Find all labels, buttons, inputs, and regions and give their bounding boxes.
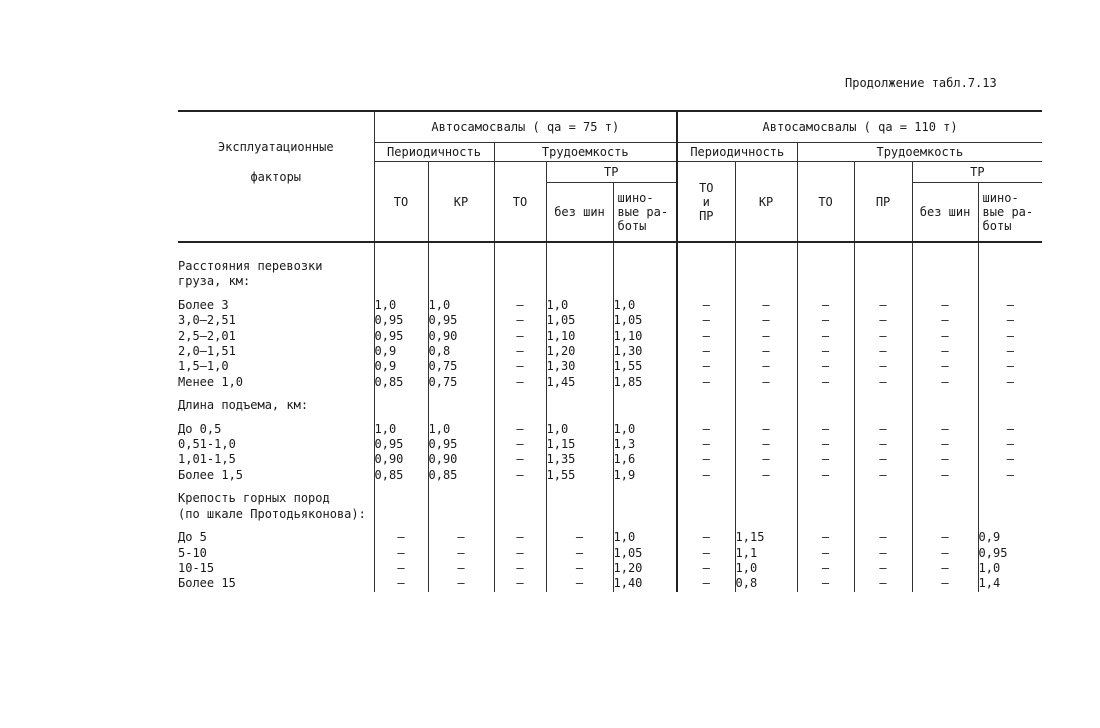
table-cell: – bbox=[494, 546, 546, 561]
table-cell: – bbox=[912, 576, 978, 591]
table-cell: – bbox=[428, 530, 494, 545]
table-cell: – bbox=[677, 313, 735, 328]
tire-work-line3: боты bbox=[982, 219, 1012, 233]
table-cell: – bbox=[912, 359, 978, 374]
table-cell: 0,9 bbox=[978, 530, 1042, 545]
table-cell: – bbox=[854, 375, 912, 390]
table-cell: 0,90 bbox=[428, 329, 494, 344]
table-cell: – bbox=[735, 298, 797, 313]
table-cell: – bbox=[677, 576, 735, 591]
table-cell: – bbox=[677, 298, 735, 313]
table-cell: – bbox=[494, 468, 546, 483]
table-cell: – bbox=[494, 561, 546, 576]
table-cell: – bbox=[677, 344, 735, 359]
table-cell: – bbox=[854, 344, 912, 359]
table-cell: 1,0 bbox=[546, 298, 613, 313]
table-row bbox=[178, 329, 1042, 344]
table-cell: – bbox=[797, 422, 854, 437]
table-cell: – bbox=[546, 561, 613, 576]
table-row bbox=[178, 437, 1042, 452]
table-cell: – bbox=[912, 422, 978, 437]
to-75-header: ТО bbox=[374, 162, 428, 243]
row-label: 3,0–2,51 bbox=[178, 313, 236, 328]
table-cell: – bbox=[494, 530, 546, 545]
tire-work-line3: боты bbox=[617, 219, 647, 233]
table-cell: – bbox=[428, 561, 494, 576]
table-cell: – bbox=[978, 422, 1042, 437]
table-row bbox=[178, 422, 1042, 437]
row-label: Менее 1,0 bbox=[178, 374, 244, 389]
table-row bbox=[178, 468, 1042, 483]
table-cell: – bbox=[797, 530, 854, 545]
table-cell: 1,55 bbox=[613, 359, 677, 374]
table-cell: – bbox=[735, 422, 797, 437]
table-cell: – bbox=[428, 546, 494, 561]
factor-header bbox=[178, 111, 374, 242]
table-cell: – bbox=[978, 329, 1042, 344]
table-cell: – bbox=[797, 329, 854, 344]
kr-75-header: КР bbox=[428, 162, 494, 243]
to-labor-110-header: ТО bbox=[797, 162, 854, 243]
table-cell: 1,15 bbox=[735, 530, 797, 545]
table-cell: – bbox=[797, 298, 854, 313]
table-cell: 1,0 bbox=[978, 561, 1042, 576]
table-cell: 1,0 bbox=[374, 422, 428, 437]
table-cell: 0,95 bbox=[428, 437, 494, 452]
section-title: (по шкале Протодьяконова): bbox=[178, 506, 366, 521]
table-cell: – bbox=[912, 329, 978, 344]
table-cell: 1,20 bbox=[546, 344, 613, 359]
table-cell: – bbox=[797, 344, 854, 359]
table-cell: – bbox=[735, 468, 797, 483]
to-pr-line1: ТО bbox=[699, 180, 714, 195]
table-cell: – bbox=[677, 437, 735, 452]
table-cell: – bbox=[428, 576, 494, 591]
table-cell: 0,75 bbox=[428, 375, 494, 390]
table-cell: 1,0 bbox=[735, 561, 797, 576]
table-cell: 0,8 bbox=[428, 344, 494, 359]
table-cell: – bbox=[546, 576, 613, 591]
without-tires-75-header: без шин bbox=[546, 183, 613, 243]
section-title-row bbox=[178, 491, 1042, 506]
row-label: Более 15 bbox=[178, 576, 236, 591]
table-cell: 1,85 bbox=[613, 375, 677, 390]
table-cell: – bbox=[374, 530, 428, 545]
table-cell: 0,85 bbox=[428, 468, 494, 483]
to-labor-75-header: ТО bbox=[494, 162, 546, 243]
table-cell: 1,30 bbox=[546, 359, 613, 374]
tire-work-110-header bbox=[978, 183, 1042, 243]
table-cell: – bbox=[912, 437, 978, 452]
group-75t-header: Автосамосвалы ( qa = 75 т) bbox=[374, 111, 677, 143]
table-cell: – bbox=[735, 313, 797, 328]
table-cell: 1,0 bbox=[613, 298, 677, 313]
table-cell: 1,6 bbox=[613, 452, 677, 467]
table-cell: – bbox=[978, 437, 1042, 452]
tire-work-line1: шино- bbox=[617, 191, 654, 205]
table-cell: – bbox=[912, 468, 978, 483]
table-row bbox=[178, 546, 1042, 561]
table-row bbox=[178, 298, 1042, 313]
table-cell: 1,20 bbox=[613, 561, 677, 576]
section-title: груза, км: bbox=[178, 274, 251, 289]
table-cell: 1,0 bbox=[374, 298, 428, 313]
table-cell: 0,95 bbox=[428, 313, 494, 328]
table-cell: – bbox=[978, 359, 1042, 374]
table-cell: 1,10 bbox=[546, 329, 613, 344]
table-cell: – bbox=[912, 546, 978, 561]
section-title-row bbox=[178, 398, 1042, 413]
table-cell: – bbox=[546, 546, 613, 561]
table-cell: – bbox=[677, 468, 735, 483]
table-cell: 0,85 bbox=[374, 375, 428, 390]
table-cell: – bbox=[854, 298, 912, 313]
to-pr-line3: ПР bbox=[699, 208, 714, 223]
table-cell: – bbox=[374, 576, 428, 591]
table-cell: – bbox=[912, 313, 978, 328]
row-label: 1,01-1,5 bbox=[178, 452, 236, 467]
table-cell: – bbox=[797, 561, 854, 576]
table-cell: 0,75 bbox=[428, 359, 494, 374]
table-cell: 0,90 bbox=[428, 452, 494, 467]
table-cell: – bbox=[978, 375, 1042, 390]
tire-work-line2: вые ра- bbox=[617, 205, 669, 219]
table-cell: – bbox=[735, 452, 797, 467]
section-title-row bbox=[178, 259, 1042, 274]
table-cell: – bbox=[797, 576, 854, 591]
table-cell: – bbox=[912, 452, 978, 467]
table-cell: – bbox=[912, 530, 978, 545]
row-label: Более 1,5 bbox=[178, 467, 244, 482]
to-pr-line2: и bbox=[702, 194, 710, 209]
table-cell: 1,0 bbox=[613, 530, 677, 545]
table-cell: 1,15 bbox=[546, 437, 613, 452]
group-110t-header: Автосамосвалы ( qa = 110 т) bbox=[677, 111, 1042, 143]
table-cell: – bbox=[797, 437, 854, 452]
row-label: 1,5–1,0 bbox=[178, 359, 229, 374]
periodicity-110-header: Периодичность bbox=[677, 143, 797, 162]
table-cell: – bbox=[978, 298, 1042, 313]
table-row bbox=[178, 344, 1042, 359]
table-cell: – bbox=[677, 422, 735, 437]
table-cell: – bbox=[494, 422, 546, 437]
table-cell: – bbox=[854, 313, 912, 328]
table-cell: – bbox=[677, 375, 735, 390]
table-cell: – bbox=[854, 422, 912, 437]
tr-110-header: ТР bbox=[912, 162, 1042, 183]
table-cell: – bbox=[854, 530, 912, 545]
table-cell: – bbox=[494, 313, 546, 328]
table-cell: – bbox=[735, 344, 797, 359]
table-cell: – bbox=[912, 298, 978, 313]
table-cell: – bbox=[494, 329, 546, 344]
table-body bbox=[178, 242, 1042, 592]
table-row bbox=[178, 359, 1042, 374]
row-label: До 0,5 bbox=[178, 421, 222, 436]
table-cell: – bbox=[374, 546, 428, 561]
maintenance-factors-table bbox=[178, 110, 1042, 592]
continuation-label: Продолжение табл.7.13 bbox=[845, 76, 997, 90]
table-cell: 0,95 bbox=[374, 437, 428, 452]
table-cell: 0,95 bbox=[978, 546, 1042, 561]
without-tires-110-header: без шин bbox=[912, 183, 978, 243]
table-row bbox=[178, 576, 1042, 591]
table-cell: – bbox=[494, 576, 546, 591]
table-cell: – bbox=[677, 546, 735, 561]
table-cell: 0,95 bbox=[374, 313, 428, 328]
row-label: 5-10 bbox=[178, 545, 207, 560]
labor-75-header: Трудоемкость bbox=[494, 143, 677, 162]
table-cell: 1,1 bbox=[735, 546, 797, 561]
table-cell: 1,3 bbox=[613, 437, 677, 452]
table-cell: 0,8 bbox=[735, 576, 797, 591]
to-pr-110-header bbox=[677, 162, 735, 243]
table-cell: 0,9 bbox=[374, 344, 428, 359]
table-cell: – bbox=[735, 375, 797, 390]
tr-75-header: ТР bbox=[546, 162, 677, 183]
table-cell: 1,55 bbox=[546, 468, 613, 483]
table-cell: – bbox=[854, 329, 912, 344]
periodicity-75-header: Периодичность bbox=[374, 143, 494, 162]
section-title: Расстояния перевозки bbox=[178, 259, 323, 273]
table-cell: 1,0 bbox=[613, 422, 677, 437]
table-cell: – bbox=[854, 561, 912, 576]
table-cell: 1,05 bbox=[546, 313, 613, 328]
table-cell: – bbox=[494, 298, 546, 313]
tire-work-line2: вые ра- bbox=[982, 205, 1034, 219]
table-cell: 1,0 bbox=[546, 422, 613, 437]
row-label: Более 3 bbox=[178, 297, 229, 312]
row-label: 10-15 bbox=[178, 560, 215, 575]
table-cell: – bbox=[677, 329, 735, 344]
table-cell: – bbox=[978, 344, 1042, 359]
table-cell: – bbox=[797, 468, 854, 483]
table-cell: – bbox=[854, 452, 912, 467]
labor-110-header: Трудоемкость bbox=[797, 143, 1042, 162]
table-cell: – bbox=[797, 452, 854, 467]
tire-work-75-header bbox=[613, 183, 677, 243]
table-cell: – bbox=[854, 468, 912, 483]
table-row bbox=[178, 452, 1042, 467]
table-cell: – bbox=[735, 329, 797, 344]
row-label: 2,5–2,01 bbox=[178, 328, 236, 343]
table-cell: – bbox=[854, 546, 912, 561]
table-cell: – bbox=[546, 530, 613, 545]
table-cell: – bbox=[912, 344, 978, 359]
section-title: Крепость горных пород bbox=[178, 491, 330, 506]
table-cell: 1,10 bbox=[613, 329, 677, 344]
table-cell: 1,4 bbox=[978, 576, 1042, 591]
table-cell: – bbox=[494, 359, 546, 374]
table-cell: 1,45 bbox=[546, 375, 613, 390]
table-cell: 0,90 bbox=[374, 452, 428, 467]
table-row bbox=[178, 313, 1042, 328]
row-label: 2,0–1,51 bbox=[178, 344, 236, 359]
factor-header-line1: Эксплуатационные bbox=[217, 139, 334, 154]
table-cell: 1,40 bbox=[613, 576, 677, 591]
kr-110-header: КР bbox=[735, 162, 797, 243]
table-cell: – bbox=[797, 546, 854, 561]
table-row bbox=[178, 375, 1042, 390]
table-cell: 1,30 bbox=[613, 344, 677, 359]
table-cell: – bbox=[912, 561, 978, 576]
row-label: 0,51-1,0 bbox=[178, 437, 236, 452]
table-cell: – bbox=[978, 452, 1042, 467]
table-cell: – bbox=[677, 530, 735, 545]
section-title-row bbox=[178, 507, 1042, 522]
table-cell: 1,0 bbox=[428, 422, 494, 437]
factor-header-line2: факторы bbox=[250, 169, 302, 184]
table-cell: – bbox=[797, 375, 854, 390]
table-cell: – bbox=[735, 437, 797, 452]
pr-110-header: ПР bbox=[854, 162, 912, 243]
table-cell: – bbox=[494, 344, 546, 359]
table-cell: – bbox=[912, 375, 978, 390]
table-cell: – bbox=[797, 313, 854, 328]
table-cell: 1,0 bbox=[428, 298, 494, 313]
table-cell: – bbox=[854, 437, 912, 452]
table-cell: – bbox=[854, 576, 912, 591]
table-cell: – bbox=[677, 561, 735, 576]
table-row bbox=[178, 530, 1042, 545]
table-cell: – bbox=[494, 452, 546, 467]
table-cell: – bbox=[978, 313, 1042, 328]
row-label: До 5 bbox=[178, 530, 207, 545]
section-title: Длина подъема, км: bbox=[178, 398, 309, 413]
tire-work-line1: шино- bbox=[982, 191, 1019, 205]
table-cell: 1,05 bbox=[613, 546, 677, 561]
table-cell: – bbox=[854, 359, 912, 374]
table-cell: – bbox=[677, 359, 735, 374]
table-cell: 0,9 bbox=[374, 359, 428, 374]
table-row bbox=[178, 561, 1042, 576]
table-cell: – bbox=[374, 561, 428, 576]
table-cell: 0,85 bbox=[374, 468, 428, 483]
table-cell: – bbox=[797, 359, 854, 374]
section-title-row bbox=[178, 274, 1042, 289]
table-cell: 1,05 bbox=[613, 313, 677, 328]
table-cell: 0,95 bbox=[374, 329, 428, 344]
table-cell: – bbox=[677, 452, 735, 467]
table-cell: 1,9 bbox=[613, 468, 677, 483]
table-cell: – bbox=[735, 359, 797, 374]
table-cell: – bbox=[978, 468, 1042, 483]
table-cell: – bbox=[494, 375, 546, 390]
table-cell: – bbox=[494, 437, 546, 452]
table-cell: 1,35 bbox=[546, 452, 613, 467]
